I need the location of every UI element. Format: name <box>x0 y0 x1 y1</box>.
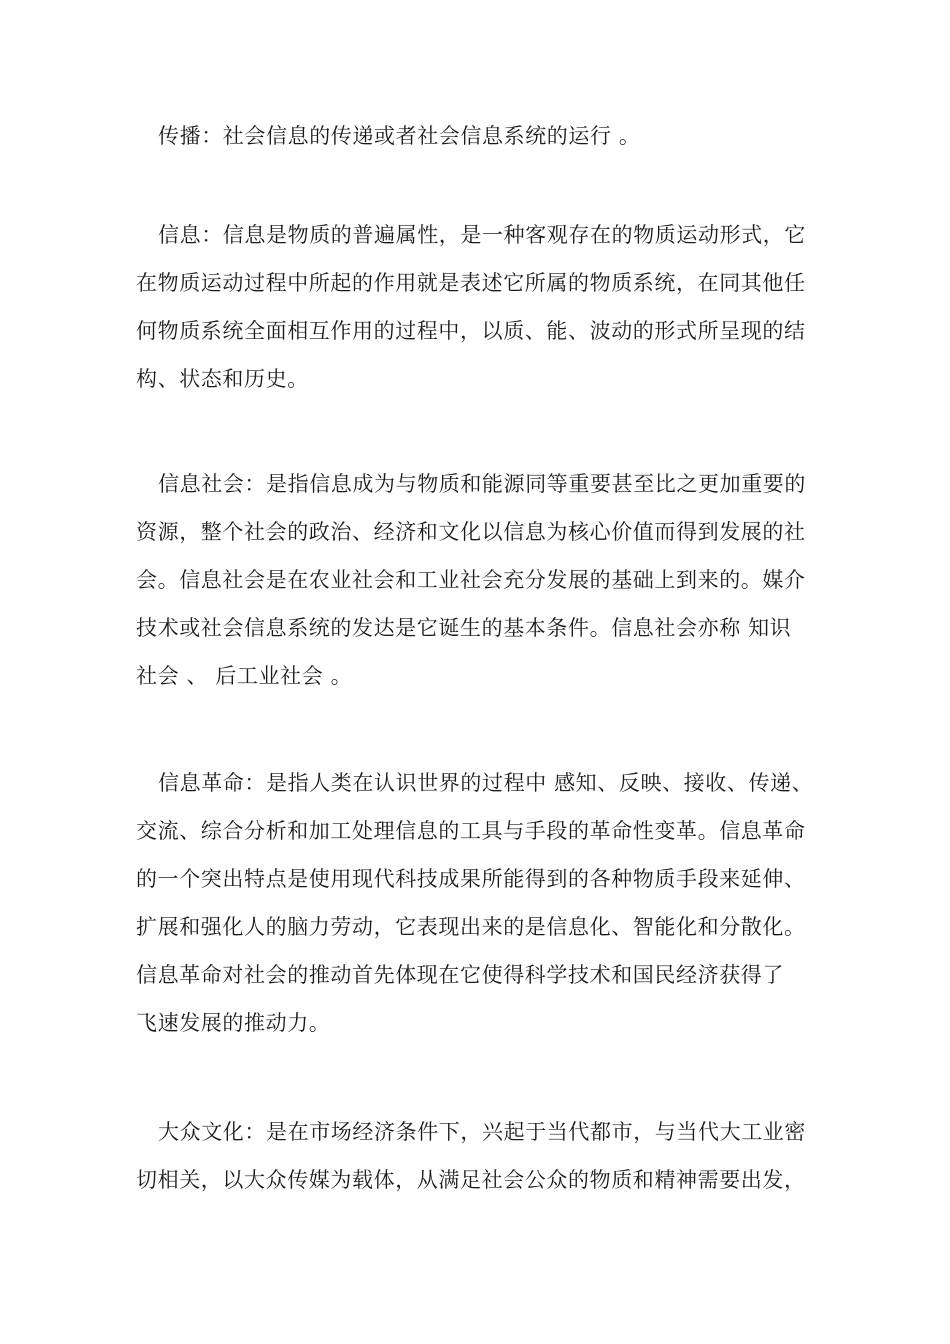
paragraph-xinxi <box>136 211 830 403</box>
text-line: 社会 、 后工业社会 。 <box>136 664 353 688</box>
paragraph-xinxi-shehui <box>136 460 830 700</box>
text-line: 信息革命：是指人类在认识世界的过程中 感知、反映、接收、传递、 <box>158 771 814 795</box>
paragraph-chuanbo <box>136 112 830 160</box>
paragraph-dazhong-wenhua <box>136 1108 830 1204</box>
text-line: 大众文化：是在市场经济条件下，兴起于当代都市，与当代大工业密 <box>158 1120 806 1144</box>
text-line: 在物质运动过程中所起的作用就是表述它所属的物质系统，在同其他任 <box>136 271 806 295</box>
text-line: 交流、综合分析和加工处理信息的工具与手段的革命性变革。信息革命 <box>136 819 806 843</box>
text-line: 会。信息社会是在农业社会和工业社会充分发展的基础上到来的。媒介 <box>136 568 806 592</box>
text-line: 扩展和强化人的脑力劳动，它表现出来的是信息化、智能化和分散化。 <box>136 915 806 939</box>
text-line: 资源，整个社会的政治、经济和文化以信息为核心价值而得到发展的社 <box>136 520 806 544</box>
text-line: 信息：信息是物质的普遍属性，是一种客观存在的物质运动形式，它 <box>158 223 806 247</box>
text-line: 技术或社会信息系统的发达是它诞生的基本条件。信息社会亦称 知识 <box>136 616 792 640</box>
text-line: 信息社会：是指信息成为与物质和能源同等重要甚至比之更加重要的 <box>158 472 806 496</box>
text-line: 构、状态和历史。 <box>136 367 309 391</box>
text-line: 飞速发展的推动力。 <box>136 1011 331 1035</box>
paragraph-xinxi-geming <box>136 759 830 1047</box>
text-line: 何物质系统全面相互作用的过程中，以质、能、波动的形式所呈现的结 <box>136 319 806 343</box>
text-line: 的一个突出特点是使用现代科技成果所能得到的各种物质手段来延伸、 <box>136 867 806 891</box>
text-line: 信息革命对社会的推动首先体现在它使得科学技术和国民经济获得了 <box>136 963 784 987</box>
text-line: 切相关，以大众传媒为载体，从满足社会公众的物质和精神需要出发， <box>136 1168 806 1192</box>
text-line: 传播：社会信息的传递或者社会信息系统的运行 。 <box>158 124 641 148</box>
